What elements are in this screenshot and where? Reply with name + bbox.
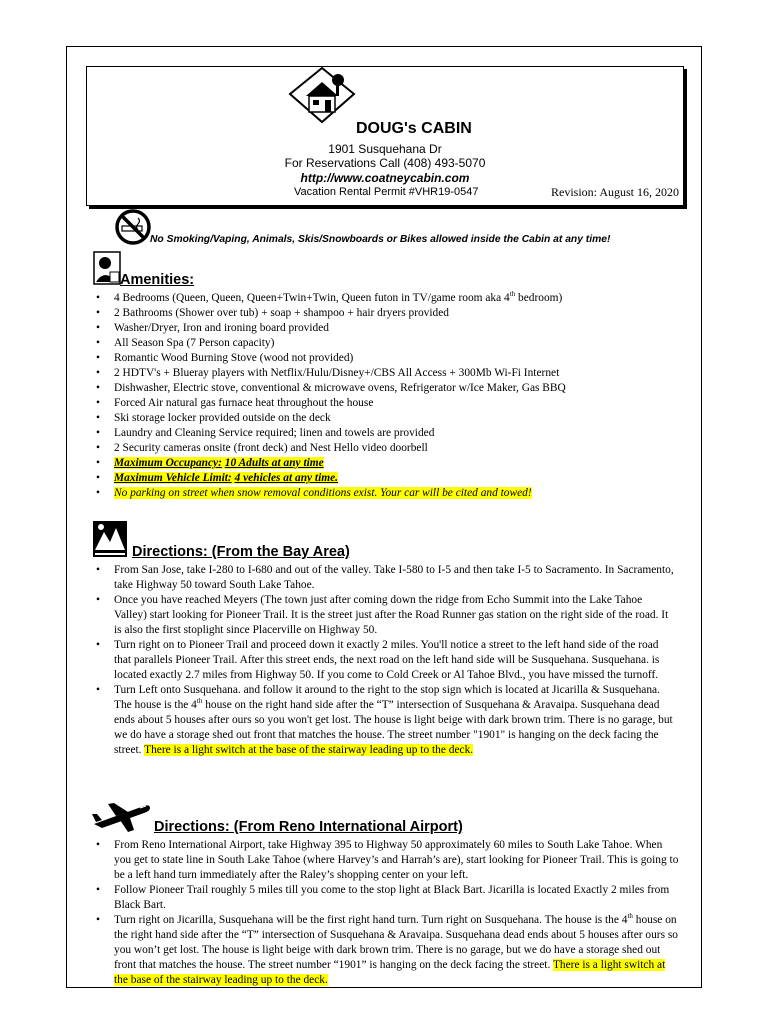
reno-heading: Directions: (From Reno International Airport): [154, 819, 463, 835]
list-item: • Once you have reached Meyers (The town just after coming down the ridge from Echo Summit into the Lake Tahoe Valley) start looking for Pioneer Trail. It is the street just after the Road Runner gas station on the right side of the road. It is also the first stoplight since Placerville on Highway 50.: [96, 593, 676, 638]
list-item: • Turn Left onto Susquehana. and follow it around to the right to the stop sign which is located at Jicarilla & Susquehana. The house is the 4th house on the right hand side after the “T” intersection of Susquehana & Aravaipa. Susquehana dead ends about 5 houses after ours so you won't get lost. The house is light beige with dark brown trim. There is no garage, but we do have a storage shed out front that matches the house. The street number "1901" is hanging on the deck facing the street. There is a light switch at the base of the stairway leading up to the deck.: [96, 683, 676, 758]
house-rules: No Smoking/Vaping, Animals, Skis/Snowboards or Bikes allowed inside the Cabin at any time!: [150, 234, 611, 245]
reservations-phone: For Reservations Call (408) 493-5070: [284, 156, 486, 170]
list-item: • Ski storage locker provided outside on the deck: [96, 411, 696, 426]
list-item: • Laundry and Cleaning Service required; linen and towels are provided: [96, 426, 696, 441]
house-logo-icon: [288, 66, 356, 124]
list-item: • Romantic Wood Burning Stove (wood not provided): [96, 351, 696, 366]
list-item: • Forced Air natural gas furnace heat throughout the house: [96, 396, 696, 411]
max-occupancy: • Maximum Occupancy: 10 Adults at any time: [96, 456, 696, 471]
list-item: • Washer/Dryer, Iron and ironing board provided: [96, 321, 696, 336]
no-smoking-icon: [114, 208, 152, 246]
list-item: • From San Jose, take I-280 to I-680 and out of the valley. Take I-580 to I-5 and then take I-5 to Sacramento. In Sacramento, take Highway 50 toward South Lake Tahoe.: [96, 563, 676, 593]
list-item: • Dishwasher, Electric stove, conventional & microwave ovens, Refrigerator w/Ice Maker, Gas BBQ: [96, 381, 696, 396]
bay-area-heading: Directions: (From the Bay Area): [132, 544, 350, 560]
list-item: • 2 Bathrooms (Shower over tub) + soap + shampoo + hair dryers provided: [96, 306, 696, 321]
website-link[interactable]: http://www.coatneycabin.com: [300, 171, 470, 185]
bay-area-icon: [92, 520, 128, 558]
address: 1901 Susquehana Dr: [328, 142, 442, 156]
list-item: • Turn right on Jicarilla, Susquehana will be the first right hand turn. Turn right on Susquehana. The house is the 4th house on the right hand side after the “T” intersection of Susquehana & Aravaipa. Susquehana dead ends about 5 houses after ours so you won’t get lost. The house is light beige with dark brown trim. There is no garage, but we do have a storage shed out front that matches the house. The street number “1901” is hanging on the deck facing the street. There is a light switch at the base of the stairway leading up to the deck.: [96, 913, 681, 988]
revision-date: Revision: August 16, 2020: [550, 185, 679, 199]
list-item: • Turn right on to Pioneer Trail and proceed down it exactly 2 miles. You'll notice a street to the left hand side of the road that parallels Pioneer Trail. After this street ends, the next road on the left hand side will be Susquehana. Susquehana. is located exactly 2.7 miles from Highway 50. If you come to Cold Creek or Al Tahoe Blvd., you have missed the turnoff.: [96, 638, 676, 683]
list-item: • 4 Bedrooms (Queen, Queen, Queen+Twin+Twin, Queen futon in TV/game room aka 4th bedroom): [96, 291, 696, 306]
amenities-heading: Amenities:: [120, 272, 195, 288]
amenities-icon: [92, 250, 122, 286]
list-item: • From Reno International Airport, take Highway 395 to Highway 50 approximately 60 miles to South Lake Tahoe. When you get to state line in South Lake Tahoe (where Harvey’s and Harrah’s are), start looking for Pioneer Trail. This is going to be a left hand turn immediately after the Raley’s shopping center on your left.: [96, 838, 681, 883]
list-item: • 2 Security cameras onsite (front deck) and Nest Hello video doorbell: [96, 441, 696, 456]
permit-number: Vacation Rental Permit #VHR19-0547: [294, 186, 479, 198]
max-vehicles: • Maximum Vehicle Limit: 4 vehicles at any time.: [96, 471, 696, 486]
amenities-list: [96, 291, 696, 501]
bay-area-directions: [96, 563, 676, 758]
list-item: • 2 HDTV's + Blueray players with Netflix/Hulu/Disney+/CBS All Access + 300Mb Wi-Fi Internet: [96, 366, 696, 381]
cabin-title: DOUG's CABIN: [356, 120, 472, 137]
airplane-icon: [90, 800, 152, 834]
reno-directions: [96, 838, 681, 988]
parking-warning: • No parking on street when snow removal conditions exist. Your car will be cited and towed!: [96, 486, 696, 501]
list-item: • Follow Pioneer Trail roughly 5 miles till you come to the stop light at Black Bart. Jicarilla is located Exactly 2 miles from Black Bart.: [96, 883, 681, 913]
list-item: • All Season Spa (7 Person capacity): [96, 336, 696, 351]
